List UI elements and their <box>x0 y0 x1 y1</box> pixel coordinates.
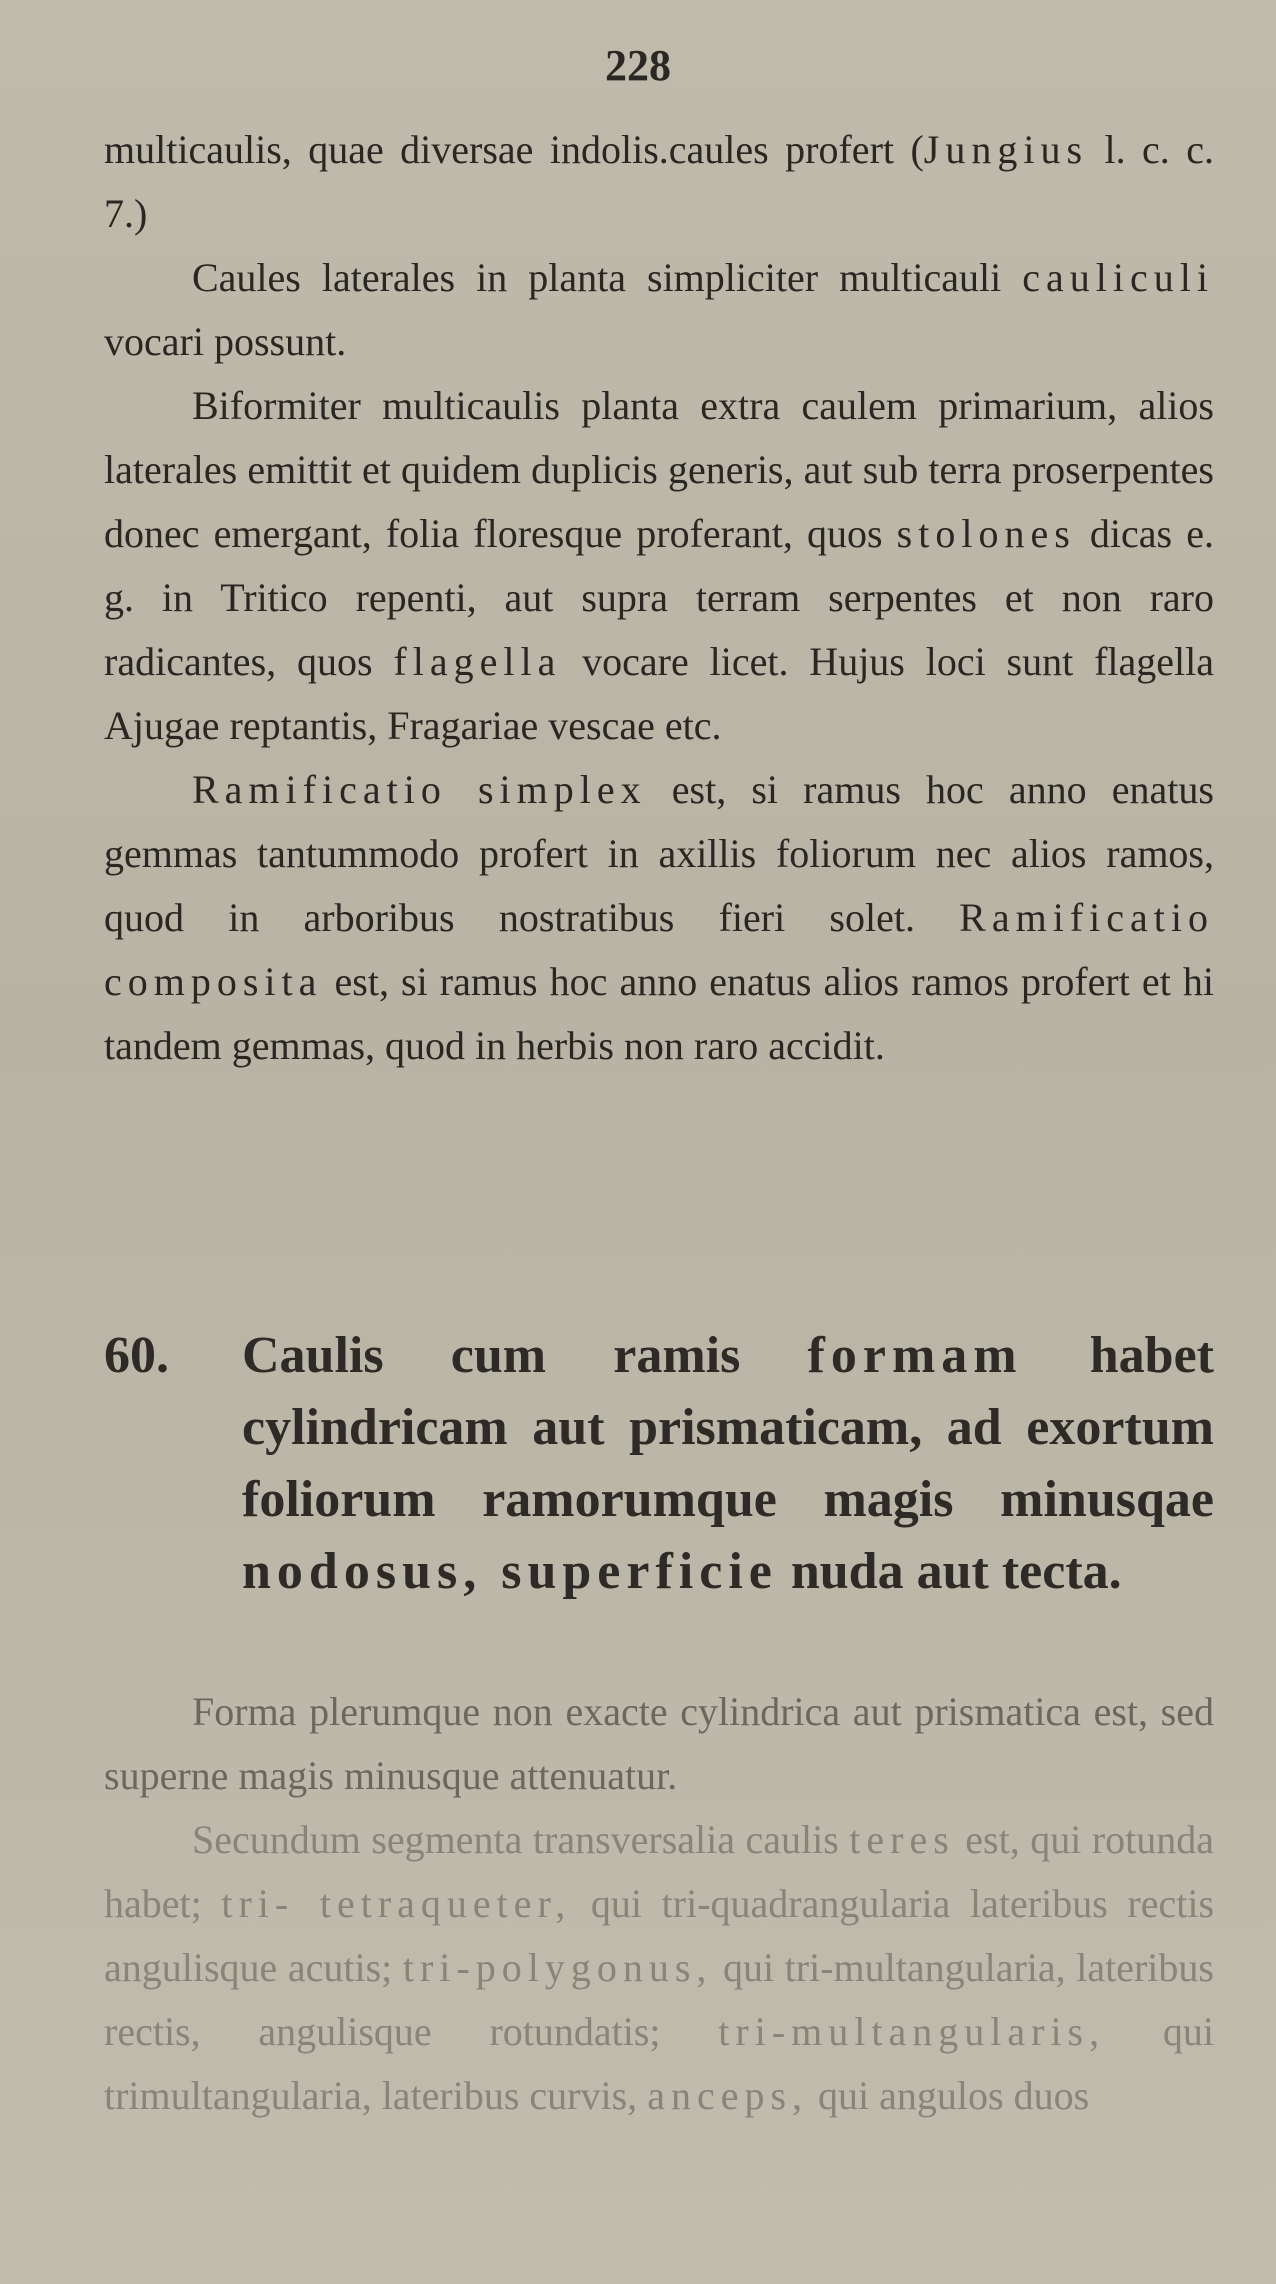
text-run: Caules laterales in planta simpliciter multicauli <box>192 255 1023 300</box>
paragraph <box>104 1808 1214 2128</box>
body-text <box>104 118 1214 1078</box>
spaced-term: teres <box>849 1817 955 1862</box>
spaced-term: tri-multangularis, <box>718 2009 1106 2054</box>
text-run: Caulis cum ramis <box>242 1327 808 1384</box>
paragraph <box>104 758 1214 1078</box>
text-run: Forma plerumque non exacte cylindrica aut prismatica est, sed superne magis minusque attenuatur. <box>104 1689 1214 1798</box>
spaced-term: flagella <box>393 639 562 684</box>
text-run: Secundum segmenta transversalia caulis <box>192 1817 850 1862</box>
paragraph <box>104 246 1214 374</box>
text-run: Biformiter multicaulis planta extra caulem primarium, alios laterales emittit et quidem duplicis generis, aut sub terra proserpentes donec emergant, folia floresque proferant, quos <box>104 383 1214 556</box>
spaced-term: nodosus, superficie <box>242 1543 778 1600</box>
text-run: qui tri-multangularia, lateribus rectis, angulisque rotundatis; <box>104 1945 1214 2054</box>
page-number: 228 <box>605 41 671 90</box>
text-run: vocari possunt. <box>104 319 347 364</box>
text-run: qui trimultangularia, lateribus curvis, <box>104 2009 1214 2118</box>
spaced-term: Ramificatio composita <box>104 895 1214 1004</box>
spaced-term: Jungius <box>923 127 1089 172</box>
paragraph <box>104 374 1214 758</box>
section-title <box>242 1320 1214 1608</box>
text-run: nuda aut tecta. <box>777 1543 1122 1600</box>
section-heading <box>104 1320 1214 1608</box>
text-run: l. c. c. 7.) <box>104 127 1214 236</box>
text-run: dicas e. g. in Tritico repenti, aut supra terram serpentes et non raro radicantes, quos <box>104 511 1214 684</box>
text-run: qui angulos duos <box>808 2073 1090 2118</box>
spaced-term: formam <box>807 1327 1023 1384</box>
text-run: est, si ramus hoc anno enatus alios ramos profert et hi tandem gemmas, quod in herbis non raro accidit. <box>104 959 1214 1068</box>
text-run: qui tri-quadrangularia lateribus rectis angulisque acutis; <box>104 1881 1215 1990</box>
text-run: est, qui rotunda habet; <box>104 1817 1214 1926</box>
paragraph <box>104 118 1214 246</box>
section-number: 60. <box>104 1327 169 1384</box>
spaced-term: stolones <box>896 511 1076 556</box>
spaced-term: tri- tetraqueter, <box>221 1881 572 1926</box>
section-body <box>104 1680 1214 2128</box>
text-run: vocare licet. Hujus loci sunt flagella Ajugae reptantis, Fragariae vescae etc. <box>104 639 1215 748</box>
spaced-term: Ramificatio simplex <box>192 767 647 812</box>
text-run: est, si ramus hoc anno enatus gemmas tantummodo profert in axillis foliorum nec alios ramos, quod in arboribus nostratibus fieri solet. <box>104 767 1214 940</box>
paragraph <box>104 1680 1214 1808</box>
text-run: multicaulis, quae diversae indolis.caules profert ( <box>104 127 924 172</box>
text-run: habet cylindricam aut prismaticam, ad exortum foliorum ramorumque magis minusqae <box>242 1327 1214 1528</box>
spaced-term: tri-polygonus, <box>402 1945 713 1990</box>
spaced-term: anceps, <box>647 2073 809 2118</box>
spaced-term: cauliculi <box>1022 255 1214 300</box>
